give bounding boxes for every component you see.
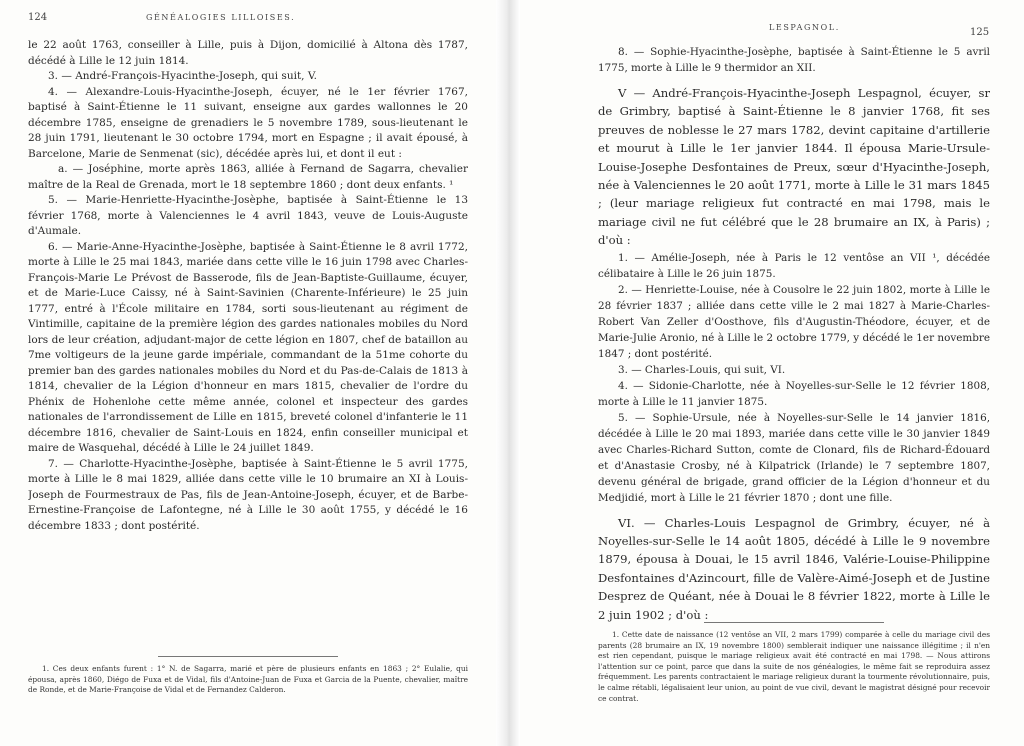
right-page — [598, 0, 990, 746]
left-body-text — [28, 38, 468, 534]
right-running-title: LESPAGNOL. — [769, 23, 840, 32]
right-paragraph-2: V — André-François-Hyacinthe-Joseph Lespagnol, écuyer, sr de Grimbry, baptisé à Saint-Étienne le 8 janvier 1768, fit ses preuves de noblesse le 27 mars 1782, devint capitaine d'artillerie et mourut à Lille le 1er janvier 1844. Il épousa Marie-Ursule-Louise-Josephe Desfontaines de Preux, sœur d'Hyacinthe-Joseph, née à Valenciennes le 20 août 1771, morte à Lille le 31 mars 1845 ; (leur mariage religieux fut contracté en mai 1798, mais le mariage civil ne fut célébré que le 28 brumaire an IX, à Paris) ; d'où : — [598, 86, 990, 248]
right-paragraph-8: VI. — Charles-Louis Lespagnol de Grimbry, écuyer, né à Noyelles-sur-Selle le 14 août 1805, décédé à Lille le 9 novembre 1879, épousa à Douai, le 15 avril 1846, Valérie-Louise-Philippine Desfontaines d'Azincourt, fille de Valère-Aimé-Joseph et de Justine Desprez de Quéant, née à Douai le 8 février 1822, morte à Lille le 2 juin 1902 ; d'où : — [598, 515, 990, 622]
right-paragraph-5: 3. — Charles-Louis, qui suit, VI. — [618, 363, 786, 376]
left-paragraph-6: 6. — Marie-Anne-Hyacinthe-Josèphe, baptisée à Saint-Étienne le 8 avril 1772, morte à Lille le 25 mai 1843, mariée dans cette ville le 16 juin 1798 avec Charles-François-Marie Le Prévost de Basserode, fils de Jean-Baptiste-Guillaume, écuyer, et de Marie-Luce Caissy, né à Saint-Savinien (Charente-Inférieure) le 25 juin 1777, entré à l'École militaire en 1784, sorti sous-lieutenant au régiment de Vintimille, capitaine de la première légion des gardes nationales mobiles du Nord lors de leur création, adjudant-major de cette légion en 1807, chef de bataillon au 7me voltigeurs de la jeune garde impériale, commandant de la 51me cohorte du premier ban des gardes nationales mobiles du Nord et du Pas-de-Calais de 1813 à 1814, chevalier de la Légion d'honneur en mars 1815, chevalier de l'ordre du Phénix de Hohenlohe cette même année, colonel et inspecteur des gardes nationales de l'arrondissement de Lille en 1815, breveté colonel d'infanterie le 11 décembre 1816, chevalier de Saint-Louis en 1824, enfin conseiller municipal et maire de Wasquehal, décédé à Lille le 24 juillet 1849. — [28, 240, 468, 454]
right-footnotes — [598, 622, 990, 704]
left-running-head — [28, 0, 468, 24]
right-paragraph-1: 8. — Sophie-Hyacinthe-Josèphe, baptisée à Saint-Étienne le 5 avril 1775, morte à Lille le 9 thermidor an XII. — [598, 46, 990, 74]
left-paragraph-7: 7. — Charlotte-Hyacinthe-Josèphe, baptisée à Saint-Étienne le 5 avril 1775, morte à Lille le 8 mai 1829, alliée dans cette ville le 10 brumaire an XI à Louis-Joseph de Fourmestraux de Pas, fils de Jean-Antoine-Joseph, écuyer, et de Barbe-Ernestine-Françoise de Lafontegne, né à Lille le 30 août 1755, y décédé le 16 décembre 1833 ; dont postérité. — [28, 457, 468, 532]
right-paragraph-4: 2. — Henriette-Louise, née à Cousolre le 22 juin 1802, morte à Lille le 28 février 1837 ; alliée dans cette ville le 2 mai 1827 à Marie-Charles-Robert Van Zeller d'Oosthove, fils d'Augustin-Théodore, écuyer, et de Marie-Julie Aronio, né à Lille le 2 octobre 1779, y décédé le 1er novembre 1847 ; dont postérité. — [598, 283, 990, 360]
right-footnote-1: 1. Cette date de naissance (12 ventôse an VII, 2 mars 1799) comparée à celle du mariage civil des parents (28 brumaire an IX, 19 novembre 1800) semblerait indiquer une naissance illégitime ; il n'en est rien cependant, puisque le mariage religieux avait été contracté en mai 1798. — Nous attirons l'attention sur ce point, parce que dans la suite de nos généalogies, le même fait se reproduira assez fréquemment. Les parents contractaient le mariage religieux durant la tourmente révolutionnaire, puis, le calme rétabli, légalisaient leur union, au point de vue civil, devant le magistrat désigné pour recevoir ce contrat. — [598, 630, 990, 703]
right-running-head — [598, 0, 990, 38]
left-page — [28, 0, 468, 746]
right-footnote-rule — [704, 622, 884, 623]
left-paragraph-3: 4. — Alexandre-Louis-Hyacinthe-Joseph, écuyer, né le 1er février 1767, baptisé à Saint-Étienne le 11 suivant, enseigne aux gardes wallonnes le 20 décembre 1785, enseigne de grenadiers le 5 novembre 1789, sous-lieutenant le 28 juin 1791, lieutenant le 30 octobre 1794, mort en Espagne ; il avait épousé, à Barcelone, Marie de Senmenat (sic), décédée après lui, et dont il eut : — [28, 85, 468, 160]
left-page-number: 124 — [28, 12, 48, 23]
left-running-title: GÉNÉALOGIES LILLOISES. — [146, 13, 296, 22]
right-paragraph-6: 4. — Sidonie-Charlotte, née à Noyelles-sur-Selle le 12 février 1808, morte à Lille le 11 janvier 1875. — [598, 379, 990, 408]
left-paragraph-1: le 22 août 1763, conseiller à Lille, puis à Dijon, domicilié à Altona dès 1787, décédé à Lille le 12 juin 1814. — [28, 39, 468, 67]
left-footnotes — [28, 656, 468, 696]
left-paragraph-4: a. — Joséphine, morte après 1863, alliée à Fernand de Sagarra, chevalier maître de la Real de Grenada, mort le 18 septembre 1860 ; dont deux enfants. ¹ — [28, 163, 468, 191]
right-paragraph-7: 5. — Sophie-Ursule, née à Noyelles-sur-Selle le 14 janvier 1816, décédée à Lille le 20 mai 1893, mariée dans cette ville le 30 janvier 1849 avec Charles-Richard Sutton, comte de Clonard, fils de Richard-Édouard et d'Anastasie Crosby, né à Kilpatrick (Irlande) le 7 septembre 1807, devenu général de brigade, grand officier de la Légion d'honneur et du Medjidié, mort à Lille le 21 février 1870 ; dont une fille. — [598, 411, 990, 504]
left-paragraph-2: 3. — André-François-Hyacinthe-Joseph, qui suit, V. — [48, 70, 317, 82]
right-page-number: 125 — [970, 27, 990, 38]
right-paragraph-3: 1. — Amélie-Joseph, née à Paris le 12 ventôse an VII ¹, décédée célibataire à Lille le 26 juin 1875. — [598, 251, 990, 280]
book-gutter — [496, 0, 520, 746]
left-footnote-rule — [158, 656, 338, 657]
left-footnote-1: 1. Ces deux enfants furent : 1° N. de Sagarra, marié et père de plusieurs enfants en 1863 ; 2° Eulalie, qui épousa, après 1860, Diégo de Fuxa et de Vidal, fils d'Antoine-Juan de Fuxa et Garcia de la Puente, chevalier, maître de Ronde, et de Marie-Françoise de Vidal et de Fernandez Calderon. — [28, 664, 468, 695]
right-body-text — [598, 44, 990, 624]
left-paragraph-5: 5. — Marie-Henriette-Hyacinthe-Josèphe, baptisée à Saint-Étienne le 13 février 1768, morte à Valenciennes le 4 avril 1843, veuve de Louis-Auguste d'Aumale. — [28, 194, 468, 237]
